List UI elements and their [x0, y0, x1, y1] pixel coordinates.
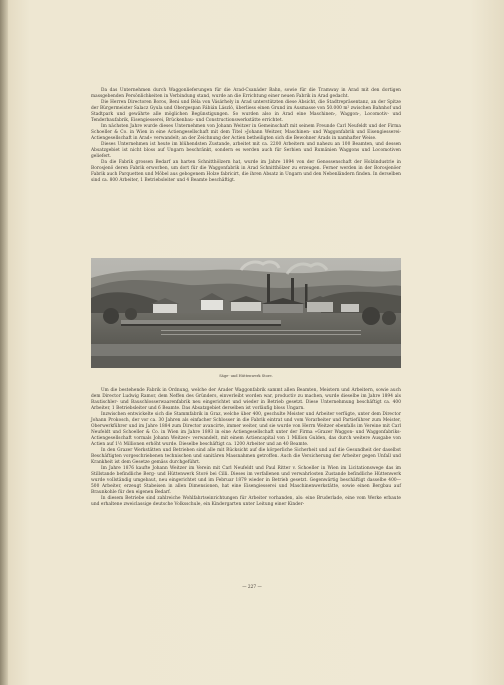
- paragraph: Da das Unternehmen durch Waggonlieferungen für die Arad-Csanáder Bahn, sowie für die Tramway in Arad mit den dortigen massgebenden Persönlichkeiten in Verbindung stand, wurde an die Errichtung einer neuen Fabrik in Arad gedacht.: [91, 88, 401, 99]
- page-number: — 227 —: [242, 585, 262, 590]
- factory-photograph: [91, 258, 401, 368]
- paragraph: In den Grazer Werkstätten und Betrieben sind alle mit Rücksicht auf die körperliche Sicherheit und auf die Gesundheit der daselbst Beschäftigten vorgeschriebenen technischen und sanitären Massnahmen getroffen. Auch die Versicherung der Arbeiter gegen Unfall und Krankheit ist dem Gesetze gemäss durchgeführt.: [91, 448, 401, 465]
- text-block-bottom: [91, 388, 401, 508]
- paragraph: Inzwischen entwickelte sich die Stammfabrik in Graz, welche über 400, geschulte Meister und Arbeiter verfügte, unter dem Director Johann Prokosch, der vor ca. 30 Jahren als einfacher Schlosser in die Fabrik eintrat und vom Vorarbeiter und Partieführer zum Meister, Oberwerkführer und im Jahre 1884 zum Director avancirte, immer weiter, und sie wurde von Herrn Weitzer ebenfalls im Vereine mit Carl Neufeldt und Schoeller & Co. in Wien im Jahre 1893 in eine Actiengesellschaft unter der Firma »Grazer Waggon- und Waggonfabriks-Actiengesellschaft vormals Johann Weitzer« verwandelt, mit einem Actiencapital von 1 Million Gulden, das durch weitere Ausgabe von Actien auf 1½ Millionen erhöht wurde. Dieselbe beschäftigt ca. 1200 Arbeiter und an 40 Beamte.: [91, 412, 401, 447]
- text-block-top: [91, 88, 401, 184]
- paragraph: Da die Fabrik grossen Bedarf an harten Schnitthölzern hat, wurde im Jahre 1894 von der Genossenschaft der Holzindustrie in Borosjenö deren Fabrik erworben, um dort für die Waggonfabrik in Arad Schnitthölzer zu erzeugen. Ferner werden in der Borosjenöer Fabrik auch Parquetten und Möbel aus gebogenem Holze fabricirt, die ihren Absatz in Ungarn und den Nebenländern finden. In derselben sind ca. 800 Arbeiter, 1 Betriebsleiter und 4 Beamte beschäftigt.: [91, 160, 401, 183]
- paragraph: Im Jahre 1876 kaufte Johann Weitzer im Verein mit Carl Neufeldt und Paul Ritter v. Schoeller in Wien im Licitationswege das im Stillstande befindliche Berg- und Hüttenwerk Storé bei Cilli. Dieses im verfallenen und verwahrlosten Zustande befindliche Hüttenwerk wurde vollständig umgebaut, neu eingerichtet und im Februar 1879 wieder in Betrieb gesetzt. Gegenwärtig beschäftigt dasselbe 400—500 Arbeiter, erzeugt Stabeisen in allen Dimensionen, hat eine Eisengiesserei und Maschinenwerkstätte, sowie einen Bergbau auf Braunkohle für den eigenen Bedarf.: [91, 466, 401, 495]
- paragraph: Dieses Unternehmen ist heute im blühendsten Zustande, arbeitet mit ca. 2200 Arbeitern und nahezu an 100 Beamten, und dessen Absatzgebiet ist nicht bloss auf Ungarn beschränkt, sondern es werden auch für Serbien und Rumänien Waggons und Locomotiven geliefert.: [91, 142, 401, 159]
- paragraph: Im nächsten Jahre wurde dieses Unternehmen von Johann Weitzer in Gemeinschaft mit seinem Freunde Carl Neufeldt und der Firma Schoeller & Co. in Wien in eine Actiengesellschaft mit dem Titel »Johann Weitzer, Maschinen- und Waggonfabrik und Eisengiesserei-Actiengesellschaft in Arad« verwandelt; an der Zeichnung der Actien betheiligten sich die Bewohner Arads in namhafter Weise.: [91, 124, 401, 141]
- paragraph: In diesem Betriebe sind zahlreiche Wohlfahrtseinrichtungen für Arbeiter vorhanden, als: eine Bruderlade, eine vom Werke erbaute und erhaltene zweiclassige deutsche Volksschule, ein Kindergarten unter Leitung einer Kinder-: [91, 496, 401, 507]
- factory-landscape-image: [91, 258, 401, 368]
- photo-caption: Säge- und Hüttenwerk Store.: [219, 374, 273, 378]
- paragraph: Die Herren Directoren Boros, Beni und Béla von Vásárhely in Arad unterstützten diese Absicht, die Stadtrepräsentanz, an der Spitze der Bürgermeister Salacz Gyula und Obergespan Fábián László, überliess einen Grund im Ausmasse von 50.000 m² zwischen Bahnhof und Stadtpark und gewährte alle möglichen Begünstigungen. So wurden also in Arad eine Maschinen-, Waggon-, Locomotiv- und Tenderbaufabrik, Eisengiesserei, Brückenbau- und Constructionswerkstätte errichtet.: [91, 100, 401, 123]
- paragraph: Um die bestehende Fabrik in Ordnung, welche der Arader Waggonfabrik sammt allen Beamten, Meistern und Arbeitern, sowie auch dem Director Ludwig Ramor, dem Neffen des Gründers, einverleibt worden war, productiv zu machen, wurde dieselbe im Jahre 1894 als Bautischler- und Bauschlosserwaarenfabrik neu eingerichtet und wieder in Betrieb gesetzt. Diese Unternehmung beschäftigt ca. 400 Arbeiter, 1 Betriebsleiter und 6 Beamte. Das Absatzgebiet derselben ist vorläufig bloss Ungarn.: [91, 388, 401, 411]
- page-gutter: [0, 0, 8, 685]
